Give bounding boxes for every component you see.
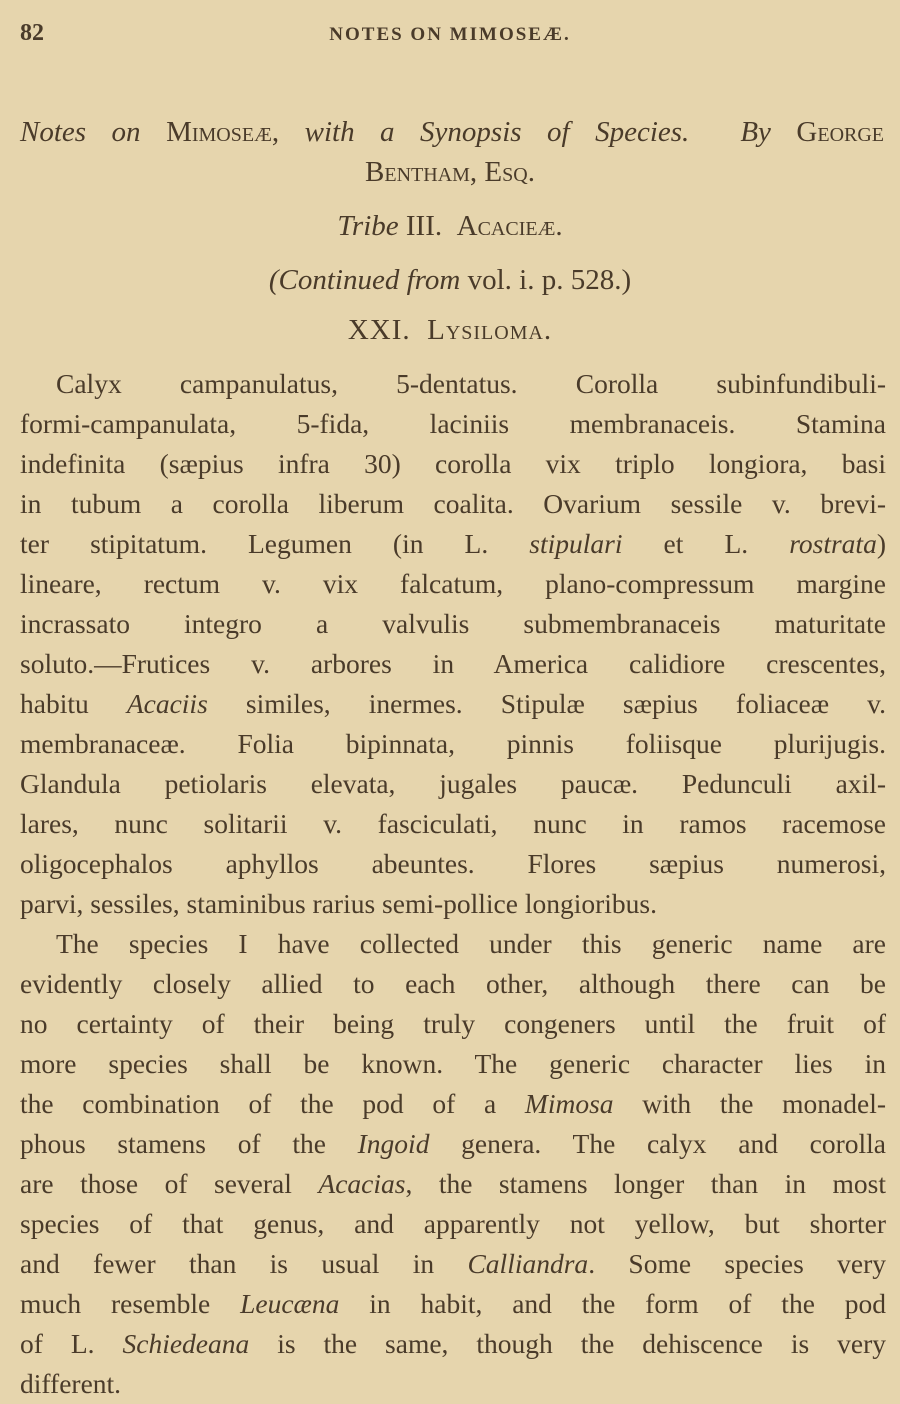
author-name-cont: Bentham, Esq. xyxy=(365,156,535,188)
text-line: Glandula petiolaris elevata, jugales paucæ. Pedunculi axil- xyxy=(20,768,886,799)
paragraph-genus-description xyxy=(20,364,886,924)
genus-name-inline: Acaciis xyxy=(126,688,208,719)
genus-heading xyxy=(0,310,900,350)
text-line: Calyx campanulatus, 5-dentatus. Corolla subinfundibuli- xyxy=(56,368,886,399)
title-text: Mimoseæ, xyxy=(166,116,280,148)
paragraph-discussion xyxy=(20,924,886,1404)
text-line: no certainty of their being truly congeners until the fruit of xyxy=(20,1008,886,1039)
genus-numeral: XXI. xyxy=(347,314,411,346)
text-line: The species I have collected under this generic name are xyxy=(56,928,886,959)
running-title: NOTES ON MIMOSEÆ. xyxy=(329,24,571,45)
text-line: membranaceæ. Folia bipinnata, pinnis foliisque plurijugis. xyxy=(20,728,886,759)
running-head xyxy=(0,18,900,52)
continued-ref: vol. i. p. 528.) xyxy=(467,264,632,296)
tribe-name: Acacieæ. xyxy=(456,210,563,242)
genus-name-inline: Calliandra xyxy=(467,1248,589,1279)
article-title-block xyxy=(0,112,900,350)
article-title xyxy=(0,112,900,152)
text-line: evidently closely allied to each other, although there can be xyxy=(20,968,886,999)
text-line: much resemble Leucæna in habit, and the form of the pod xyxy=(20,1288,887,1319)
text-line: more species shall be known. The generic character lies in xyxy=(20,1048,886,1079)
text-line: phous stamens of the Ingoid genera. The calyx and corolla xyxy=(20,1128,887,1159)
continued-label: (Continued from xyxy=(268,264,461,296)
page-number: 82 xyxy=(20,20,44,46)
genus-name-inline: Leucæna xyxy=(240,1288,340,1319)
text-line: species of that genus, and apparently not yellow, but shorter xyxy=(20,1208,886,1239)
genus-name: Lysiloma. xyxy=(427,314,553,346)
text-line: habitu Acaciis similes, inermes. Stipulæ sæpius foliaceæ v. xyxy=(20,688,886,719)
body-text xyxy=(20,364,886,1404)
text-line: and fewer than is usual in Calliandra. Some species very xyxy=(20,1248,886,1279)
genus-name-inline: Acacias xyxy=(318,1168,406,1199)
text-line: ter stipitatum. Legumen (in L. stipulari et L. rostrata) xyxy=(20,528,886,559)
title-text: with a Synopsis of Species. xyxy=(304,116,690,148)
tribe-numeral: III. xyxy=(405,210,443,242)
text-line: of L. Schiedeana is the same, though the dehiscence is very xyxy=(20,1328,886,1359)
text-line: lineare, rectum v. vix falcatum, plano-compressum margine xyxy=(20,568,886,599)
species-name: Schiedeana xyxy=(122,1328,250,1359)
title-text: Notes on xyxy=(20,116,141,148)
author-name: George xyxy=(796,116,885,148)
text-line: oligocephalos aphyllos abeuntes. Flores sæpius numerosi, xyxy=(20,848,886,879)
text-line: lares, nunc solitarii v. fasciculati, nunc in ramos racemose xyxy=(20,808,886,839)
text-line: soluto.—Frutices v. arbores in America calidiore crescentes, xyxy=(20,648,886,679)
tribe-heading xyxy=(0,206,900,246)
species-name: stipulari xyxy=(529,528,623,559)
genus-name-inline: Mimosa xyxy=(524,1088,614,1119)
text-line: parvi, sessiles, staminibus rarius semi-pollice longioribus. xyxy=(20,888,657,919)
text-line: are those of several Acacias, the stamens longer than in most xyxy=(20,1168,886,1199)
title-text: By xyxy=(740,116,771,148)
text-line: formi-campanulata, 5-fida, laciniis membranaceis. Stamina xyxy=(20,408,886,439)
tribe-label: Tribe xyxy=(337,210,399,242)
text-line: incrassato integro a valvulis submembranaceis maturitate xyxy=(20,608,886,639)
continued-note xyxy=(0,260,900,300)
text-line: in tubum a corolla liberum coalita. Ovarium sessile v. brevi- xyxy=(20,488,886,519)
text-line: the combination of the pod of a Mimosa with the monadel- xyxy=(20,1088,886,1119)
text-line: indefinita (sæpius infra 30) corolla vix triplo longiora, basi xyxy=(20,448,886,479)
species-name: rostrata xyxy=(789,528,877,559)
genus-name-inline: Ingoid xyxy=(357,1128,430,1159)
text-line: different. xyxy=(20,1368,122,1399)
